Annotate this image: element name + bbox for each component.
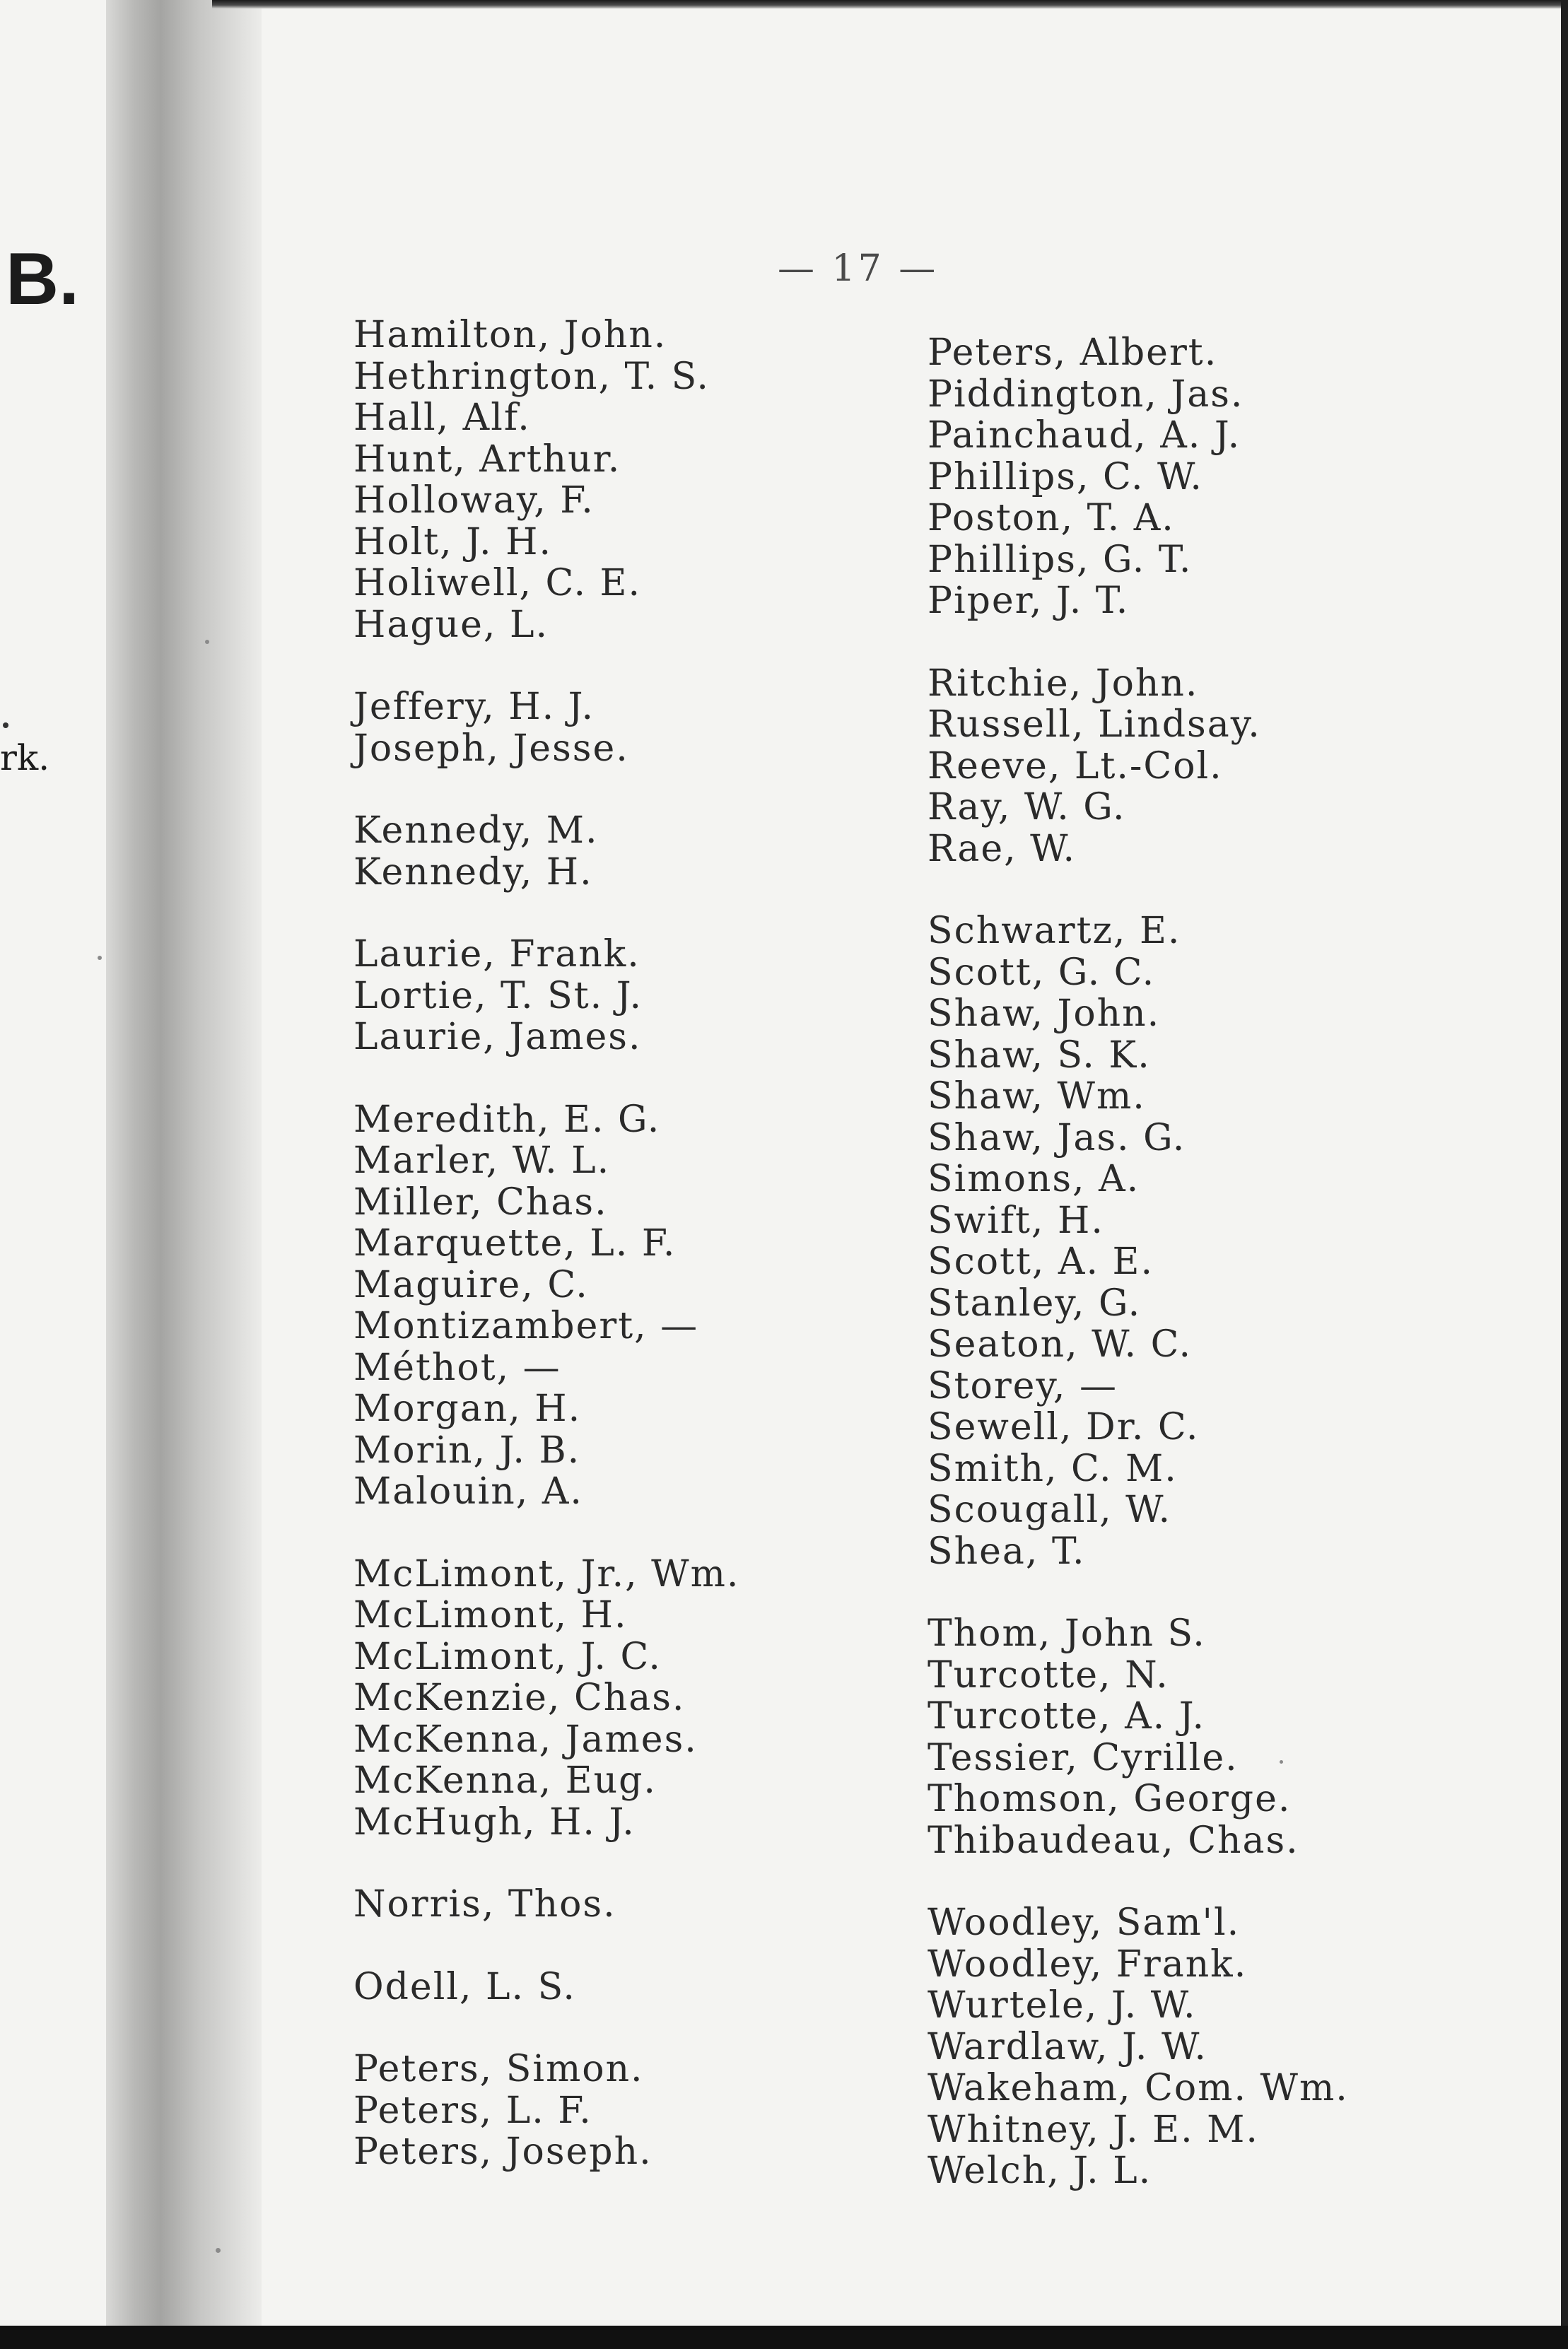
- name-entry: Turcotte, A. J.: [928, 1695, 1206, 1738]
- name-entry: Shaw, John.: [928, 992, 1161, 1035]
- name-entry: Morgan, H.: [353, 1388, 582, 1430]
- name-entry: Holloway, F.: [353, 479, 595, 522]
- name-entry: Marquette, L. F.: [353, 1222, 677, 1265]
- name-entry: Poston, T. A.: [928, 497, 1175, 539]
- group-spacer: [928, 869, 1349, 910]
- bottom-page-edge: [0, 2326, 1568, 2349]
- name-entry: McLimont, J. C.: [353, 1635, 662, 1678]
- name-entry: Wakeham, Com. Wm.: [928, 2067, 1349, 2109]
- name-entry: Whitney, J. E. M.: [928, 2108, 1259, 2151]
- name-entry: Holiwell, C. E.: [353, 562, 641, 604]
- name-entry: Peters, Joseph.: [353, 2131, 653, 2173]
- name-entry: Wardlaw, J. W.: [928, 2025, 1207, 2068]
- name-entry: Shaw, S. K.: [928, 1033, 1151, 1077]
- name-entry: Phillips, G. T.: [928, 538, 1193, 581]
- name-entry: Reeve, Lt.-Col.: [928, 744, 1223, 787]
- name-group: [353, 315, 739, 645]
- name-entry: Scougall, W.: [928, 1489, 1172, 1531]
- name-entry: McKenna, James.: [353, 1718, 698, 1761]
- name-entry: Maguire, C.: [353, 1263, 589, 1306]
- name-entry: Hunt, Arthur.: [353, 438, 621, 481]
- name-entry: Peters, L. F.: [353, 2089, 592, 2132]
- top-page-edge: [212, 0, 1568, 8]
- name-entry: Meredith, E. G.: [353, 1098, 661, 1141]
- name-entry: Woodley, Frank.: [928, 1943, 1248, 1986]
- name-entry: Morin, J. B.: [353, 1429, 581, 1472]
- name-entry: Thomson, George.: [928, 1778, 1292, 1820]
- name-group: [353, 686, 739, 769]
- name-group: [353, 2049, 739, 2173]
- name-entry: Méthot, —: [353, 1346, 561, 1389]
- name-entry: Norris, Thos.: [353, 1883, 616, 1926]
- group-spacer: [928, 1861, 1349, 1902]
- name-group: [353, 1554, 739, 1844]
- name-entry: Ray, W. G.: [928, 786, 1126, 828]
- name-entry: Ritchie, John.: [928, 662, 1199, 705]
- paper-speck: [205, 640, 209, 644]
- name-entry: Storey, —: [928, 1364, 1118, 1407]
- name-entry: Wurtele, J. W.: [928, 1984, 1197, 2027]
- name-entry: Laurie, James.: [353, 1016, 642, 1058]
- name-entry: Scott, A. E.: [928, 1241, 1154, 1283]
- name-entry: Shaw, Wm.: [928, 1075, 1146, 1118]
- name-entry: McLimont, Jr., Wm.: [353, 1552, 740, 1595]
- name-entry: Hethrington, T. S.: [353, 355, 710, 398]
- name-entry: Swift, H.: [928, 1199, 1104, 1242]
- previous-page-letter: B.: [6, 238, 79, 320]
- group-spacer: [353, 769, 739, 810]
- page-number: — 17 —: [778, 247, 939, 290]
- name-group: [928, 332, 1349, 622]
- name-entry: Peters, Albert.: [928, 332, 1218, 374]
- name-group: [353, 1967, 739, 2008]
- paper-speck: [216, 2248, 221, 2253]
- name-entry: Miller, Chas.: [353, 1181, 608, 1224]
- name-entry: Jeffery, H. J.: [353, 686, 595, 728]
- name-group: [928, 910, 1349, 1572]
- right-name-column: [928, 332, 1349, 2192]
- paper-speck: [1280, 1760, 1283, 1764]
- name-entry: Thom, John S.: [928, 1612, 1206, 1655]
- name-entry: Marler, W. L.: [353, 1140, 611, 1182]
- name-entry: Woodley, Sam'l.: [928, 1902, 1241, 1944]
- name-group: [353, 1884, 739, 1926]
- right-page-edge: [1561, 0, 1568, 2349]
- name-entry: Hague, L.: [353, 603, 549, 646]
- name-entry: Painchaud, A. J.: [928, 414, 1241, 457]
- name-group: [353, 1099, 739, 1513]
- group-spacer: [353, 645, 739, 686]
- name-entry: Peters, Simon.: [353, 2048, 644, 2090]
- group-spacer: [928, 622, 1349, 663]
- name-entry: Joseph, Jesse.: [353, 727, 629, 770]
- name-entry: Piddington, Jas.: [928, 373, 1244, 416]
- group-spacer: [353, 893, 739, 934]
- name-entry: Rae, W.: [928, 827, 1077, 870]
- name-group: [353, 934, 739, 1058]
- name-entry: Kennedy, H.: [353, 850, 593, 894]
- name-entry: Smith, C. M.: [928, 1447, 1178, 1490]
- name-group: [928, 1902, 1349, 2192]
- name-entry: Holt, J. H.: [353, 520, 552, 563]
- name-entry: Lortie, T. St. J.: [353, 974, 643, 1017]
- name-entry: McHugh, H. J.: [353, 1800, 636, 1844]
- group-spacer: [928, 1572, 1349, 1613]
- name-group: [928, 663, 1349, 870]
- name-entry: Turcotte, N.: [928, 1653, 1169, 1697]
- name-entry: Schwartz, E.: [928, 910, 1181, 952]
- name-entry: Thibaudeau, Chas.: [928, 1819, 1299, 1862]
- name-entry: Hamilton, John.: [353, 314, 667, 356]
- name-entry: Malouin, A.: [353, 1470, 583, 1513]
- group-spacer: [353, 1058, 739, 1099]
- name-entry: Seaton, W. C.: [928, 1323, 1193, 1366]
- name-entry: Phillips, C. W.: [928, 455, 1203, 498]
- page-gutter-shadow: [106, 0, 262, 2326]
- name-entry: Odell, L. S.: [353, 1965, 576, 2008]
- group-spacer: [353, 1843, 739, 1884]
- name-entry: Shaw, Jas. G.: [928, 1116, 1186, 1159]
- name-entry: Piper, J. T.: [928, 580, 1130, 622]
- left-name-column: [353, 315, 739, 2173]
- group-spacer: [353, 2008, 739, 2049]
- name-entry: Scott, G. C.: [928, 951, 1156, 994]
- group-spacer: [353, 1513, 739, 1554]
- name-entry: Simons, A.: [928, 1158, 1140, 1200]
- name-entry: McKenna, Eug.: [353, 1759, 657, 1802]
- name-entry: Russell, Lindsay.: [928, 703, 1261, 746]
- previous-page-word-end: rk.: [0, 737, 50, 778]
- name-entry: Welch, J. L.: [928, 2150, 1152, 2192]
- paper-speck: [98, 956, 102, 960]
- name-group: [353, 810, 739, 893]
- name-entry: McKenzie, Chas.: [353, 1677, 686, 1719]
- group-spacer: [353, 1926, 739, 1967]
- name-entry: Kennedy, M.: [353, 809, 599, 852]
- name-entry: Hall, Alf.: [353, 397, 531, 439]
- name-entry: Stanley, G.: [928, 1282, 1142, 1325]
- name-entry: Laurie, Frank.: [353, 933, 640, 976]
- name-entry: Tessier, Cyrille.: [928, 1736, 1239, 1779]
- name-entry: Sewell, Dr. C.: [928, 1406, 1200, 1448]
- previous-page-dot: [3, 722, 8, 728]
- name-entry: McLimont, H.: [353, 1594, 628, 1636]
- name-entry: Montizambert, —: [353, 1305, 699, 1347]
- name-entry: Shea, T.: [928, 1530, 1086, 1573]
- name-group: [928, 1613, 1349, 1861]
